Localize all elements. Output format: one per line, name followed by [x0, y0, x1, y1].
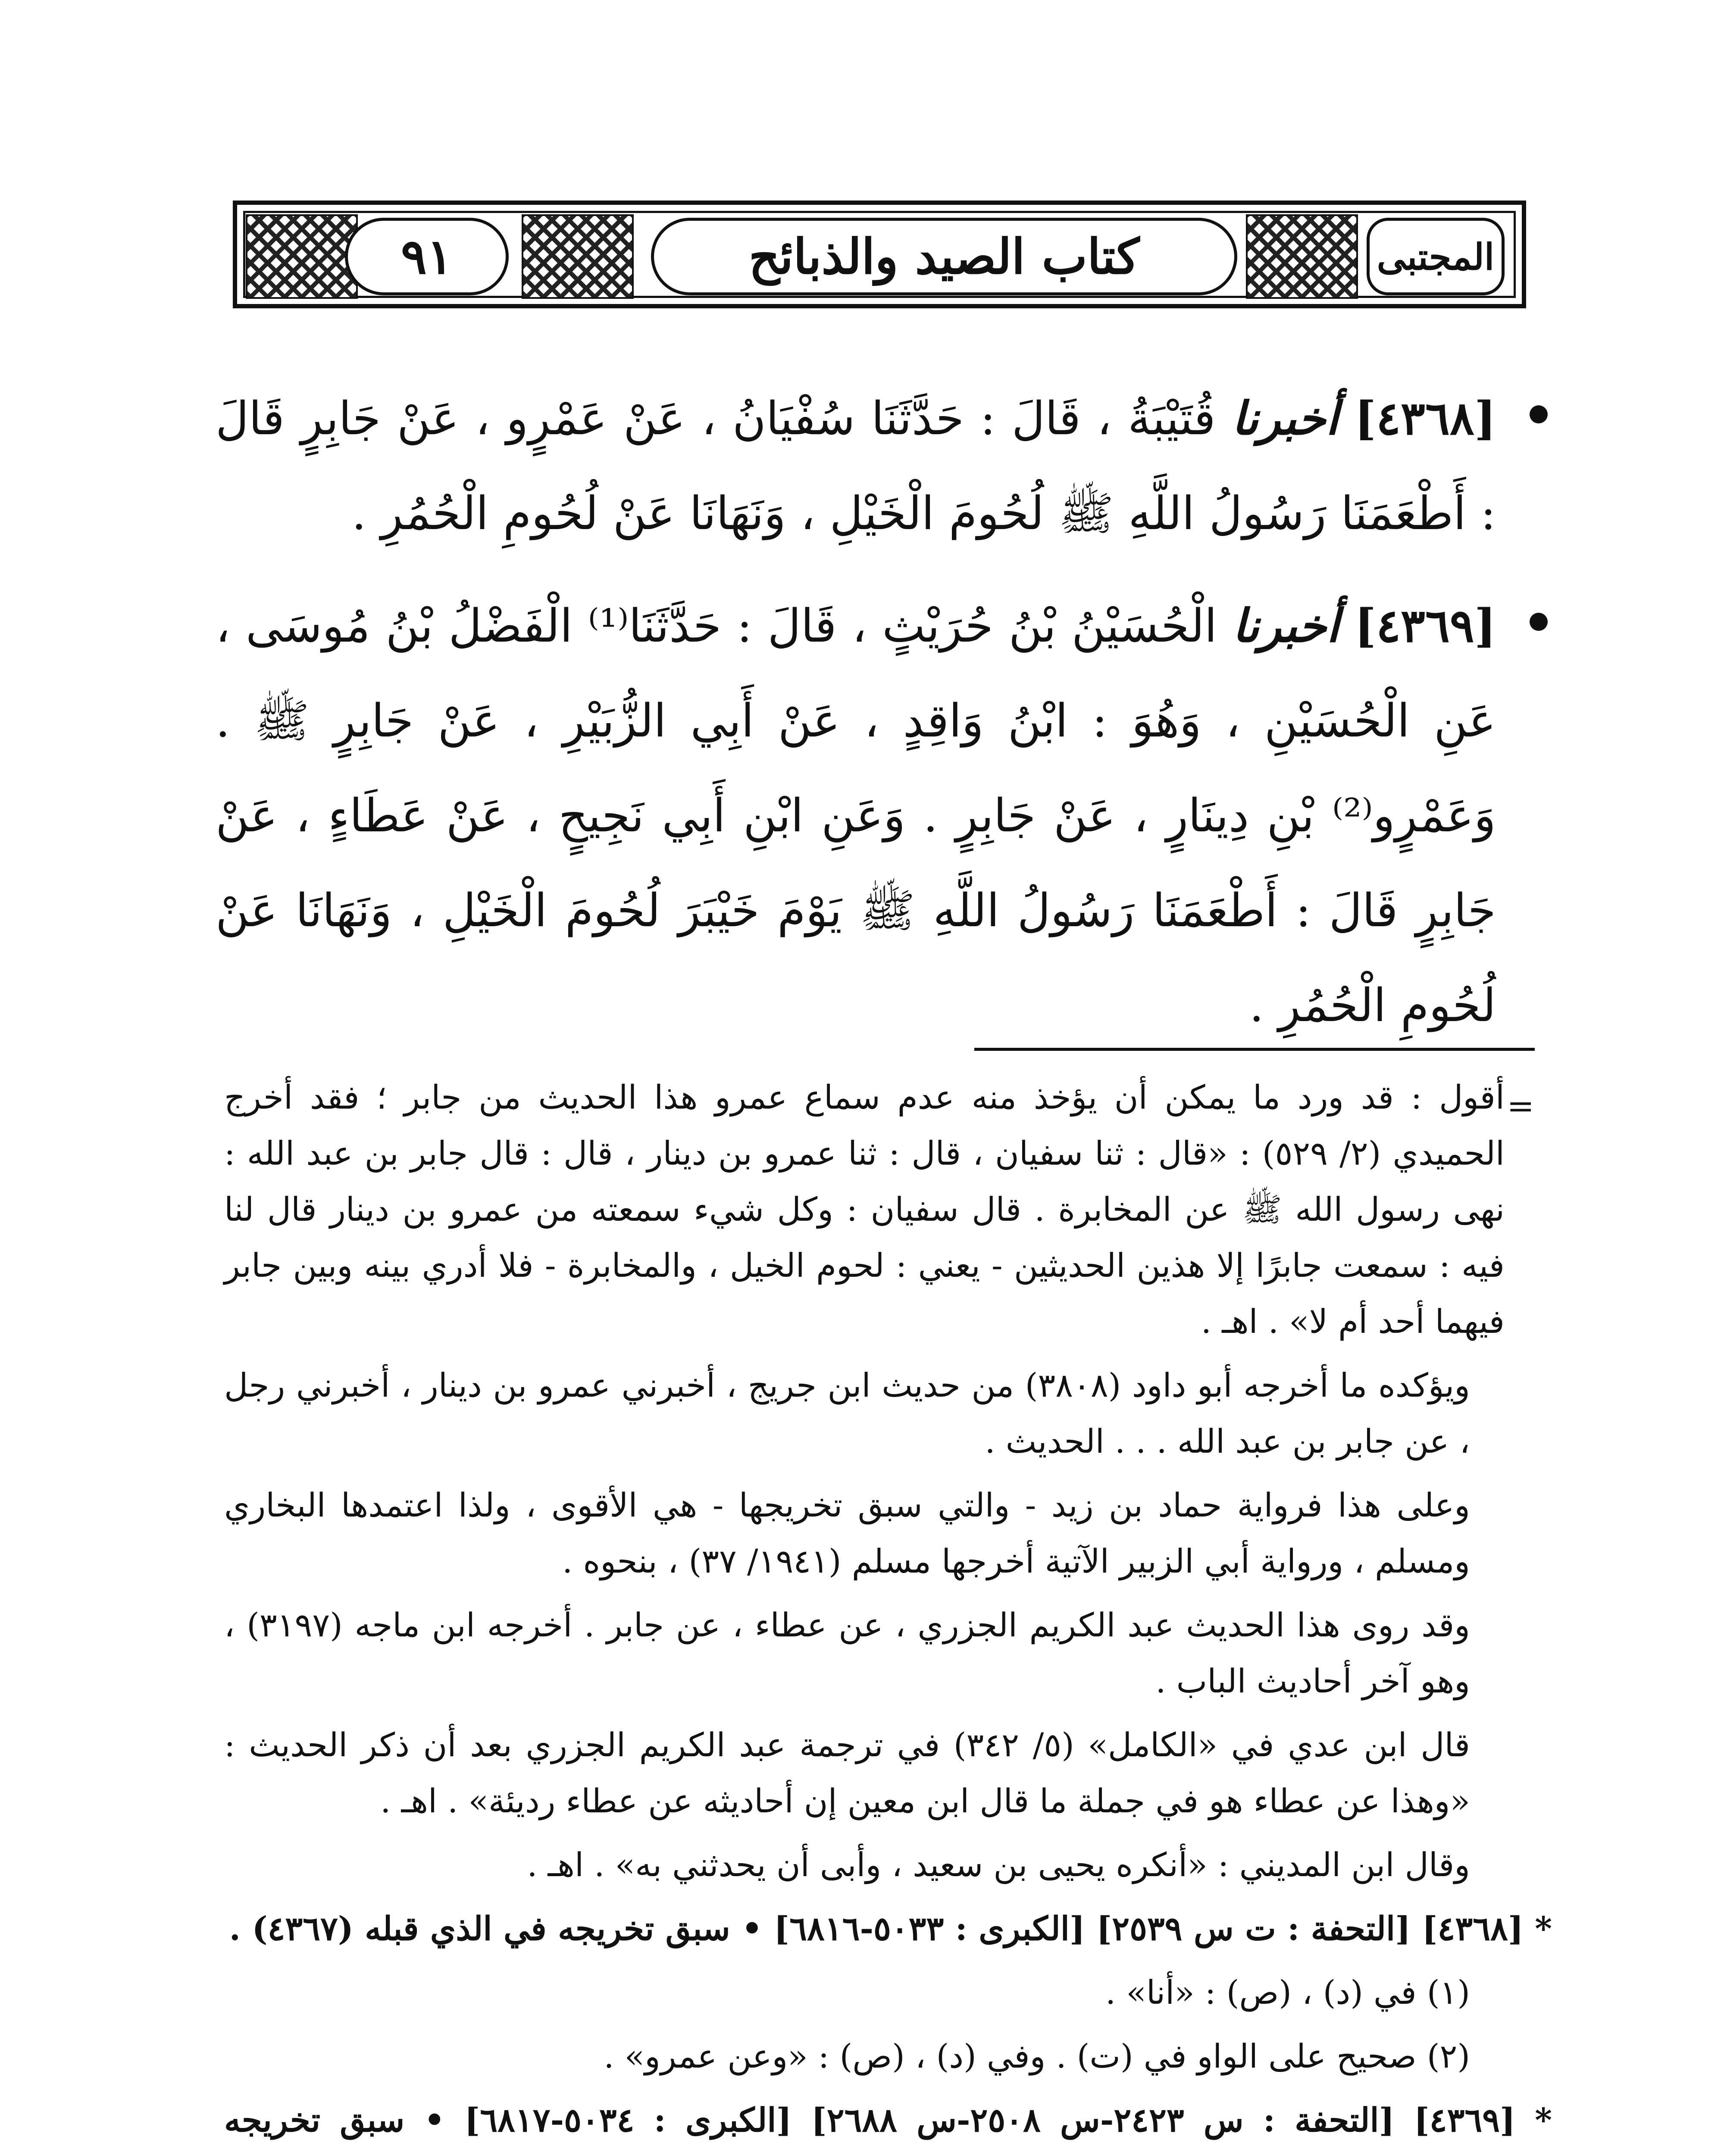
footnotes — [224, 1069, 1552, 2156]
takhrij-4368: * [٤٣٦٨] [التحفة : ت س ٢٥٣٩] [الكبرى : ٥٠٣٣-٦٨١٦] • سبق تخريجه في الذي قبله (٤٣٦٧) . — [229, 1909, 1552, 1948]
header-ornament-left — [246, 214, 358, 299]
hadith-lead: أخبرنا — [1232, 599, 1339, 652]
footnote-paragraph: وعلى هذا فرواية حماد بن زيد - والتي سبق تخريجها - هي الأقوى ، ولذا اعتمدها البخاري ومسلم ، ورواية أبي الزبير الآتية أخرجها مسلم (١٩٤١/ ٣٧) ، بنحوه . — [224, 1486, 1470, 1580]
hadith-text: الْحُسَيْنُ بْنُ حُرَيْثٍ ، قَالَ : حَدَّثَنَا⁽¹⁾ الْفَضْلُ بْنُ مُوسَى ، عَنِ الْحُسَيْنِ ، وَهُوَ : ابْنُ وَاقِدٍ ، عَنْ أَبِي الزُّبَيْرِ ، عَنْ جَابِرٍ ﷺ . وَعَمْرٍو⁽²⁾ بْنِ دِينَارٍ ، عَنْ جَابِرٍ . وَعَنِ ابْنِ أَبِي نَجِيحٍ ، عَنْ عَطَاءٍ ، عَنْ جَابِرٍ قَالَ : أَطْعَمَنَا رَسُولُ اللَّهِ ﷺ يَوْمَ خَيْبَرَ لُحُومَ الْخَيْلِ ، وَنَهَانَا عَنْ لُحُومِ الْحُمُرِ . — [216, 599, 1496, 1032]
hadith-lead: أخبرنا — [1232, 391, 1339, 445]
footnote-paragraph: أقول : قد ورد ما يمكن أن يؤخذ منه عدم سماع عمرو هذا الحديث من جابر ؛ فقد أخرج الحميدي (٢/ ٥٢٩) : «قال : ثنا سفيان ، قال : ثنا عمرو بن دينار ، قال : قال جابر بن عبد الله : نهى رسول الله ﷺ عن المخابرة . قال سفيان : وكل شيء سمعته من عمرو بن دينار قال لنا فيه : سمعت جابرًا إلا هذين الحديثين - يعني : لحوم الخيل ، والمخابرة - فلا أدري بينه وبين جابر فيهما أحد أم لا» . اهـ . — [224, 1078, 1505, 1341]
footnote-2: (٢) صحيح على الواو في (ت) . وفي (د) ، (ص) : «وعن عمرو» . — [604, 2037, 1470, 2075]
footnote-1: (١) في (د) ، (ص) : «أنا» . — [1105, 1973, 1470, 2012]
footnote-paragraph: قال ابن عدي في «الكامل» (٥/ ٣٤٢) في ترجمة عبد الكريم الجزري بعد أن ذكر الحديث : «وهذا عن عطاء هو في جملة ما قال ابن معين إن أحاديثه عن عطاء رديئة» . اهـ . — [224, 1726, 1470, 1820]
footnote-paragraph: ويؤكده ما أخرجه أبو داود (٣٨٠٨) من حديث ابن جريج ، أخبرني عمرو بن دينار ، أخبرني رجل ، عن جابر بن عبد الله . . . الحديث . — [224, 1366, 1470, 1460]
book-label: المجتبى — [1367, 218, 1505, 295]
hadith-4368 — [216, 371, 1543, 561]
hadith-text: قُتَيْبَةُ ، قَالَ : حَدَّثَنَا سُفْيَانُ ، عَنْ عَمْرٍو ، عَنْ جَابِرٍ قَالَ : أَطْعَمَنَا رَسُولُ اللَّهِ ﷺ لُحُومَ الْخَيْلِ ، وَنَهَانَا عَنْ لُحُومِ الْحُمُرِ . — [216, 392, 1496, 540]
footnote-paragraph: وقال ابن المديني : «أنكره يحيى بن سعيد ، وأبى أن يحدثني به» . اهـ . — [527, 1846, 1470, 1884]
chapter-title: كتاب الصيد والذبائح — [651, 218, 1237, 295]
bullet-icon — [1530, 405, 1548, 423]
footnote-separator — [974, 1048, 1535, 1051]
footnote-paragraph: وقد روى هذا الحديث عبد الكريم الجزري ، عن عطاء ، عن جابر . أخرجه ابن ماجه (٣١٩٧) ، وهو آخر أحاديث الباب . — [224, 1606, 1471, 1700]
hadith-number: [٤٣٦٨] — [1354, 391, 1496, 445]
main-text — [216, 371, 1543, 1070]
page-header — [233, 201, 1526, 308]
hadith-number: [٤٣٦٩] — [1354, 599, 1496, 652]
header-ornament-center-right — [1246, 214, 1358, 299]
page-number: ٩١ — [345, 218, 509, 295]
takhrij-4369: * [٤٣٦٩] [التحفة : س ٢٤٢٣-س ٢٥٠٨-س ٢٦٨٨] [الكبرى : ٥٠٣٤-٦٨١٧] • سبق تخريجه — [224, 2101, 1552, 2139]
header-ornament-center-left — [522, 214, 634, 299]
hadith-4369 — [216, 578, 1543, 1053]
bullet-icon — [1530, 613, 1548, 631]
continuation-marker: = — [1507, 1087, 1534, 1125]
